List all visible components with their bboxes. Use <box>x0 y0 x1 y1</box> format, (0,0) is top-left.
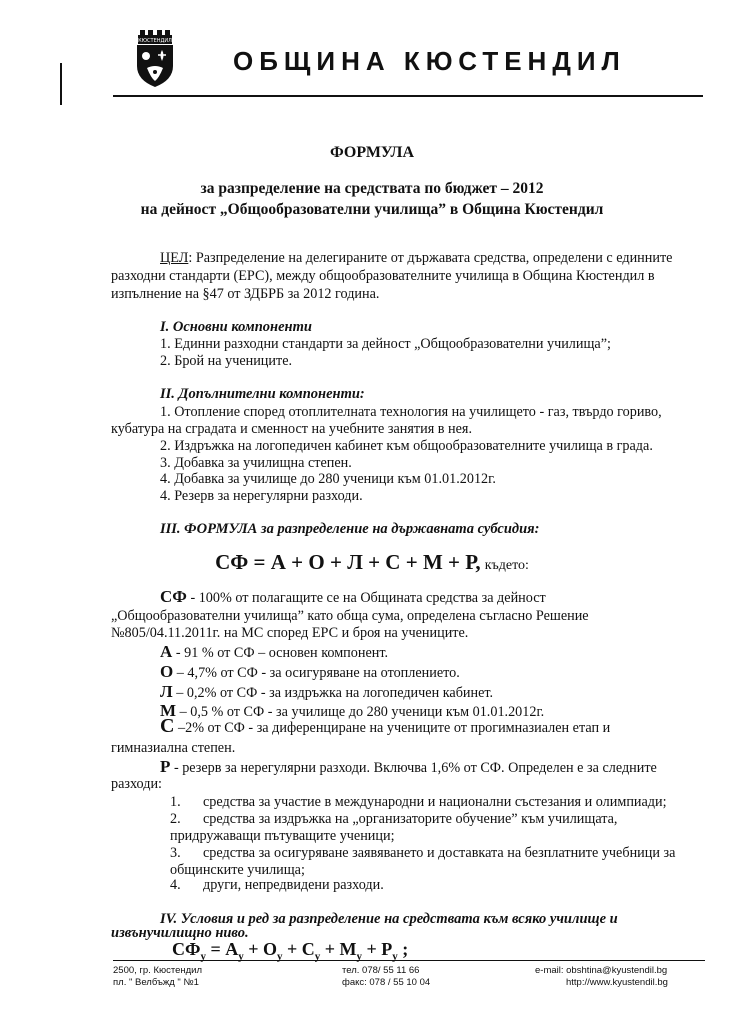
r-item-text: други, непредвидени разходи. <box>203 877 384 893</box>
l-definition: Л – 0,2% от СФ - за издръжка на логопедичен кабинет. <box>160 682 494 701</box>
r-item-continuation: общинските училища; <box>170 862 305 878</box>
document-subtitle-1: за разпределение на средствата по бюджет – 2012 <box>200 180 544 197</box>
r-item-number: 2. <box>170 811 181 827</box>
coat-of-arms-logo <box>134 30 176 88</box>
r-item-text: средства за издръжка на „организаторите обучение” към училищата, <box>203 811 618 827</box>
c-definition-line-1: С –2% от СФ - за диференциране на учениците от прогимназиален етап и <box>160 715 611 737</box>
footer-phone: тел. 078/ 55 11 66 <box>342 965 420 976</box>
crest-text: КЮСТЕНДИЛ <box>138 38 172 44</box>
footer-email[interactable]: e-mail: obshtina@kyustendil.bg <box>535 965 668 976</box>
a-definition: А - 91 % от СФ – основен компонент. <box>160 642 389 661</box>
section-4-heading-line-2: извънучилищно ниво. <box>111 925 249 941</box>
footer-address-1: 2500, гр. Кюстендил <box>113 965 203 976</box>
list-item-continuation: кубатура на сградата и сменност на учебните занятия в нея. <box>111 421 472 437</box>
main-formula: СФ = А + О + Л + С + М + Р, където: <box>215 550 529 574</box>
goal-line-3: изпълнение на §47 от ЗДБРБ за 2012 година. <box>111 286 380 302</box>
r-item-continuation: придружаващи пътуващите ученици; <box>170 828 395 844</box>
list-item: 2. Издръжка на логопедичен кабинет към общообразователните училища в града. <box>160 438 653 454</box>
sf-definition-line-3: №805/04.11.2011г. на МС според ЕРС и броя на учениците. <box>111 625 469 641</box>
section-3-heading: ІІІ. ФОРМУЛА за разпределение на държавната субсидия: <box>160 521 540 537</box>
goal-line-2: разходни стандарти (ЕРС), между общообразователните училища в Община Кюстендил в <box>111 268 655 284</box>
section-4-heading-line-1: ІV. Условия и ред за разпределение на средствата към всяко училище и <box>160 911 618 927</box>
r-item-number: 3. <box>170 845 181 861</box>
section-1-heading: І. Основни компоненти <box>160 319 312 335</box>
m-definition: М – 0,5 % от СФ - за училище до 280 ученици към 01.01.2012г. <box>160 701 545 720</box>
o-definition: О – 4,7% от СФ - за осигуряване на отоплението. <box>160 662 460 681</box>
footer-divider <box>113 960 705 961</box>
section-2-heading: ІІ. Допълнителни компоненти: <box>160 386 365 402</box>
organization-title: ОБЩИНА КЮСТЕНДИЛ <box>233 46 626 76</box>
sf-definition-line-1: СФ - 100% от полагащите се на Общината средства за дейност <box>160 587 546 606</box>
goal-line-1: ЦЕЛ: Разпределение на делегираните от държавата средства, определени с единните <box>160 250 673 266</box>
list-item: 4. Добавка за училище до 280 ученици към 01.01.2012г. <box>160 471 496 487</box>
r-definition-line-1: Р - резерв за нерегулярни разходи. Включва 1,6% от СФ. Определен е за следните <box>160 757 657 776</box>
sf-definition-line-2: „Общообразователни училища” като обща сума, определена съгласно Решение <box>111 608 589 624</box>
margin-mark <box>60 63 62 105</box>
list-item: 2. Брой на учениците. <box>160 353 293 369</box>
list-item: 4. Резерв за нерегулярни разходи. <box>160 488 363 504</box>
r-item-text: средства за осигуряване заявяването и доставката на безплатните учебници за <box>203 845 676 861</box>
list-item: 3. Добавка за училищна степен. <box>160 455 352 471</box>
r-item-text: средства за участие в международни и национални състезания и олимпиади; <box>203 794 667 810</box>
document-title: ФОРМУЛА <box>329 144 415 161</box>
document-subtitle-2: на дейност „Общообразователни училища” в Община Кюстендил <box>140 201 604 218</box>
school-formula: $СФ_у = А_у + О_у + С_у + М_у + Р_у$ ; <box>172 939 409 963</box>
footer-website[interactable]: http://www.kyustendil.bg <box>566 977 668 988</box>
footer-address-2: пл. " Велбъжд " №1 <box>113 977 199 988</box>
footer-fax: факс: 078 / 55 10 04 <box>342 977 431 988</box>
r-item-number: 4. <box>170 877 181 893</box>
c-definition-line-2: гимназиална степен. <box>111 740 236 756</box>
list-item: 1. Отопление според отоплителната технология на училището - газ, твърдо гориво, <box>160 404 662 420</box>
goal-label: ЦЕЛ <box>160 250 189 266</box>
r-definition-line-2: разходи: <box>111 776 162 792</box>
list-item: 1. Единни разходни стандарти за дейност „Общообразователни училища”; <box>160 336 611 352</box>
header-divider <box>113 95 703 97</box>
r-item-number: 1. <box>170 794 181 810</box>
